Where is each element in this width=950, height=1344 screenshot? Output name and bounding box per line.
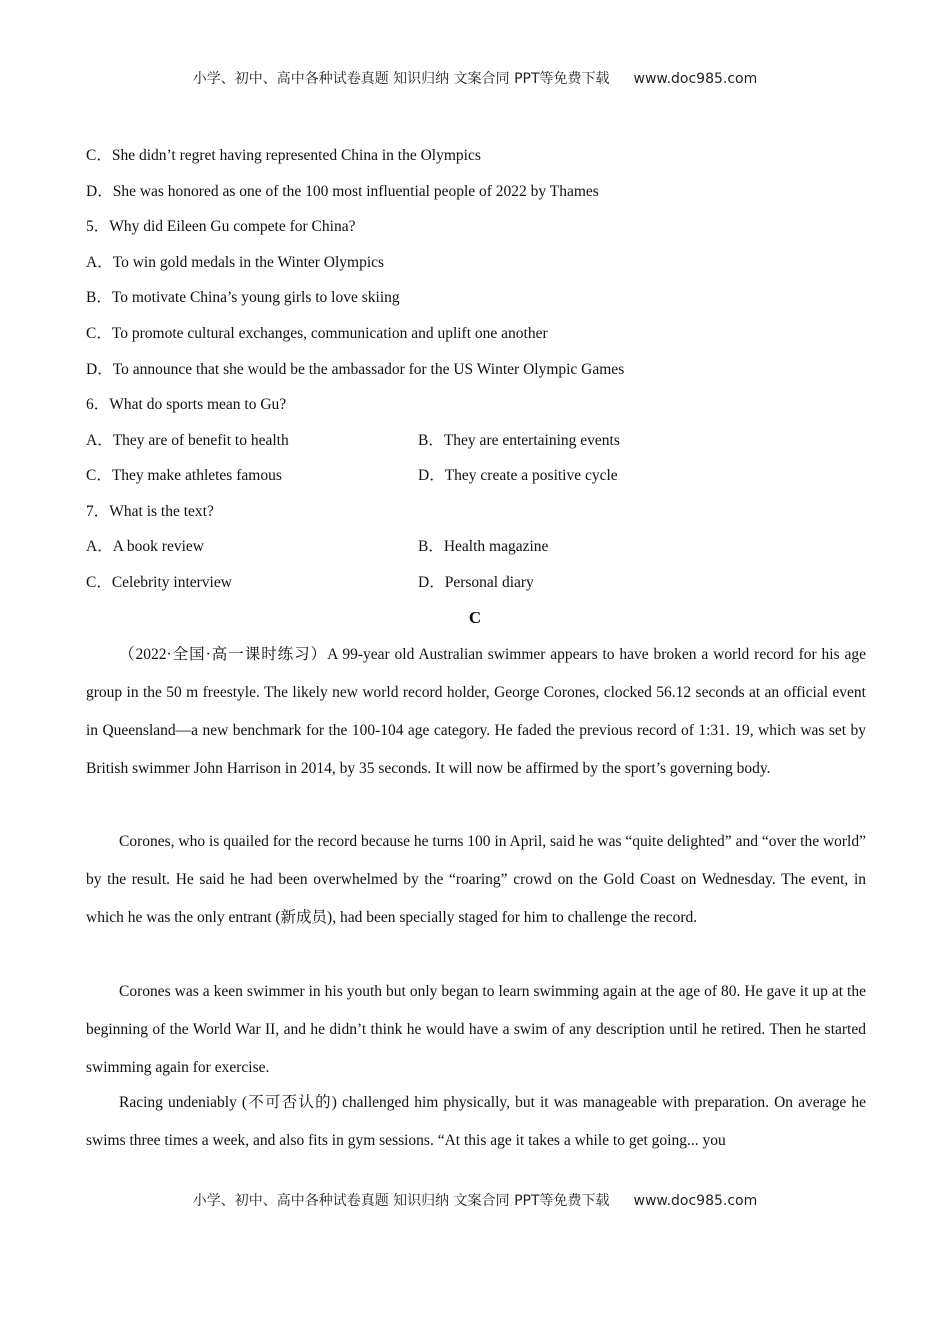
section-title: C xyxy=(468,608,482,627)
q6-option-d: D．They create a positive cycle xyxy=(418,467,618,484)
header-url[interactable]: www.doc985.com xyxy=(633,71,758,87)
q4-option-d: D．She was honored as one of the 100 most influential people of 2022 by Thames xyxy=(86,183,599,200)
page-header xyxy=(0,68,950,88)
page-footer xyxy=(0,1190,950,1210)
q4-option-c: C．She didn’t regret having represented China in the Olympics xyxy=(86,147,481,164)
q7-option-b: B．Health magazine xyxy=(418,538,549,555)
q7-option-a: A．A book review xyxy=(86,538,204,555)
footer-url[interactable]: www.doc985.com xyxy=(633,1193,758,1209)
q5-option-a: A．To win gold medals in the Winter Olympics xyxy=(86,254,385,271)
q6-option-b: B．They are entertaining events xyxy=(418,432,620,449)
q7-stem: 7．What is the text? xyxy=(86,503,214,520)
q5-option-d: D．To announce that she would be the ambassador for the US Winter Olympic Games xyxy=(86,361,625,378)
q7-option-d: D．Personal diary xyxy=(418,574,534,591)
header-text: 小学、初中、高中各种试卷真题 知识归纳 文案合同 PPT等免费下载 xyxy=(192,71,610,87)
passage-paragraph-4: Racing undeniably (不可否认的) challenged him physically, but it was manageable with preparation. On average he swims three times a week, and also fits in gym sessions. “At this age it takes a while to get going... you xyxy=(86,1094,866,1149)
passage-paragraph-3: Corones was a keen swimmer in his youth but only began to learn swimming again at the age of 80. He gave it up at the beginning of the World War II, and he didn’t think he would have a swim of any description until he retired. Then he started swimming again for exercise. xyxy=(86,983,866,1076)
footer-text: 小学、初中、高中各种试卷真题 知识归纳 文案合同 PPT等免费下载 xyxy=(192,1193,610,1209)
q5-option-c: C．To promote cultural exchanges, communication and uplift one another xyxy=(86,325,548,342)
q6-option-c: C．They make athletes famous xyxy=(86,467,282,484)
q5-option-b: B．To motivate China’s young girls to love skiing xyxy=(86,289,400,306)
passage-paragraph-1: （2022·全国·高一课时练习）A 99-year old Australian swimmer appears to have broken a world record for his age group in the 50 m freestyle. The likely new world record holder, George Corones, clocked 56.12 seconds at an official event in Queensland—a new benchmark for the 100-104 age category. He faded the previous record of 1:31. 19, which was set by British swimmer John Harrison in 2014, by 35 seconds. It will now be affirmed by the sport’s governing body. xyxy=(86,646,866,777)
passage-paragraph-2: Corones, who is quailed for the record because he turns 100 in April, said he was “quite delighted” and “over the world” by the result. He said he had been overwhelmed by the “roaring” crowd on the Gold Coast on Wednesday. The event, in which he was the only entrant (新成员), had been specially staged for him to challenge the record. xyxy=(86,833,866,926)
q6-stem: 6．What do sports mean to Gu? xyxy=(86,396,287,413)
q5-stem: 5．Why did Eileen Gu compete for China? xyxy=(86,218,356,235)
q6-option-a: A．They are of benefit to health xyxy=(86,432,289,449)
q7-option-c: C．Celebrity interview xyxy=(86,574,232,591)
